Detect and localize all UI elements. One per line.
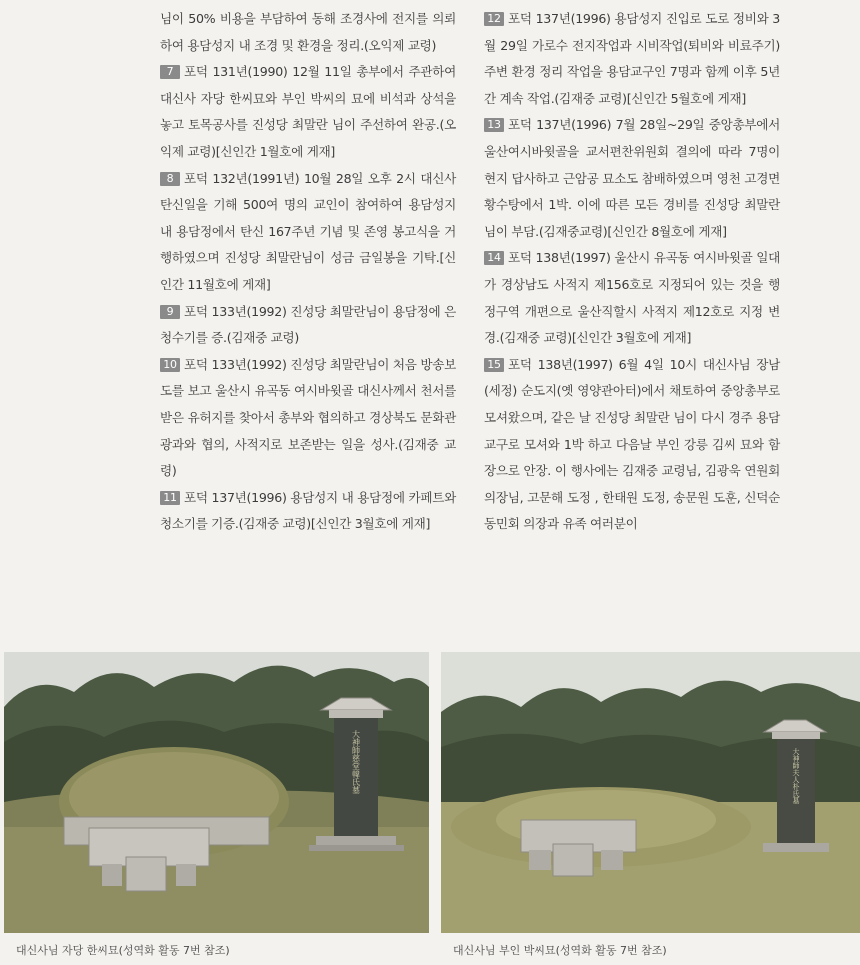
stone-inscription: 大神師夫人朴氏墓 xyxy=(792,748,800,804)
text-entry-11 xyxy=(160,485,456,538)
entry-number-badge: 7 xyxy=(160,65,180,79)
entry-text: 포덕 137년(1996) 7월 28일~29일 중앙총부에서 울산여시바윗골을 교서편찬위원회 결의에 따라 7명이 현지 답사하고 근암공 묘소도 참배하였으며 영천 고경면 황수탕에서 1박. 이에 따른 모든 경비를 진성당 최말란 님이 부담.(김재중교령)[신인간 8월호에 게재] xyxy=(484,117,780,239)
entry-number-badge: 10 xyxy=(160,358,180,372)
stone-inscription: 大神師慈堂韓氏墓 xyxy=(351,730,361,794)
entry-number-badge: 12 xyxy=(484,12,504,26)
grave-photo-illustration xyxy=(441,652,860,933)
photo-han-grave xyxy=(4,652,429,933)
entry-text: 포덕 138년(1997) 울산시 유곡동 여시바윗골 일대가 경상남도 사적지 제156호로 지정되어 있는 것을 행정구역 개편으로 울산직할시 사적지 제12호로 지정 변경.(김재중 교령)[신인간 3월호에 게재] xyxy=(484,250,780,346)
entry-text: 포덕 133년(1992) 진성당 최말란님이 용담정에 은청수기를 증.(김재중 교령) xyxy=(160,303,456,346)
text-entry-14 xyxy=(484,245,780,351)
entry-text: 포덕 133년(1992) 진성당 최말란님이 처음 방송보도를 보고 울산시 유곡동 여시바윗골 대신사께서 천서를 받은 유허지를 찾아서 총부와 협의하고 경상북도 문화관광과와 협의, 사적지로 보존받는 일을 성사.(김재중 교령) xyxy=(160,356,456,479)
entry-number-badge: 13 xyxy=(484,118,504,132)
text-entry-12 xyxy=(484,6,780,112)
photo-caption-right: 대신사님 부인 박씨묘(성역화 활동 7번 참조) xyxy=(453,944,667,957)
entry-number-badge: 9 xyxy=(160,305,180,319)
text-entry-13 xyxy=(484,112,780,245)
text-entry-7 xyxy=(160,59,456,165)
entry-number-badge: 11 xyxy=(160,491,180,505)
entry-text: 포덕 132년(1991년) 10월 28일 오후 2시 대신사 탄신일을 기해 500여 명의 교인이 참여하여 용담성지 내 용담정에서 탄신 167주년 기념 및 존영 봉고식을 거행하였으며 진성당 최말란님이 성금 금일봉을 기탁.[신인간 11월호에 게재] xyxy=(160,170,456,292)
entry-text: 포덕 137년(1996) 용담성지 진입로 도로 정비와 3월 29일 가로수 전지작업과 시비작업(퇴비와 비료주기) 주변 환경 정리 작업을 용담교구인 7명과 함께 이후 5년간 계속 작업.(김재중 교령)[신인간 5월호에 게재] xyxy=(484,11,780,106)
left-text-column xyxy=(160,6,456,538)
entry-text: 포덕 138년(1997) 6월 4일 10시 대신사님 장남(세정) 순도지(옛 영양관아터)에서 채토하여 중앙총부로 모셔왔으며, 같은 날 진성당 최말란 님이 다시 경주 용담교구로 모셔와 1박 하고 다음날 부인 강릉 김씨 묘와 함장으로 안장. 이 행사에는 김재중 교령님, 김광욱 연원회 의장님, 고문해 도정 , 한태원 도정, 송문원 도훈, 신덕순 동민회 의장과 유족 여러분이 xyxy=(484,356,780,532)
entry-text: 포덕 131년(1990) 12월 11일 총부에서 주관하여 대신사 자당 한씨묘와 부인 박씨의 묘에 비석과 상석을 놓고 토목공사를 진성당 최말란 님이 주선하여 완공.(오익제 교령)[신인간 1월호에 게재] xyxy=(160,64,456,159)
entry-text: 포덕 137년(1996) 용담성지 내 용담정에 카페트와 청소기를 기증.(김재중 교령)[신인간 3월호에 게재] xyxy=(160,489,456,532)
entry-text: 님이 50% 비용을 부담하여 동해 조경사에 전지를 의뢰하여 용담성지 내 조경 및 환경을 정리.(오익제 교령) xyxy=(160,11,456,53)
grave-photo-illustration xyxy=(4,652,429,933)
text-entry-continued xyxy=(160,6,456,59)
right-text-column xyxy=(484,6,780,538)
entry-number-badge: 14 xyxy=(484,251,504,265)
text-entry-10 xyxy=(160,352,456,485)
text-entry-8 xyxy=(160,166,456,299)
photo-caption-left: 대신사님 자당 한씨묘(성역화 활동 7번 참조) xyxy=(16,944,230,957)
entry-number-badge: 15 xyxy=(484,358,504,372)
text-entry-9 xyxy=(160,299,456,352)
entry-number-badge: 8 xyxy=(160,172,180,186)
text-entry-15 xyxy=(484,352,780,538)
photo-park-grave xyxy=(441,652,860,933)
